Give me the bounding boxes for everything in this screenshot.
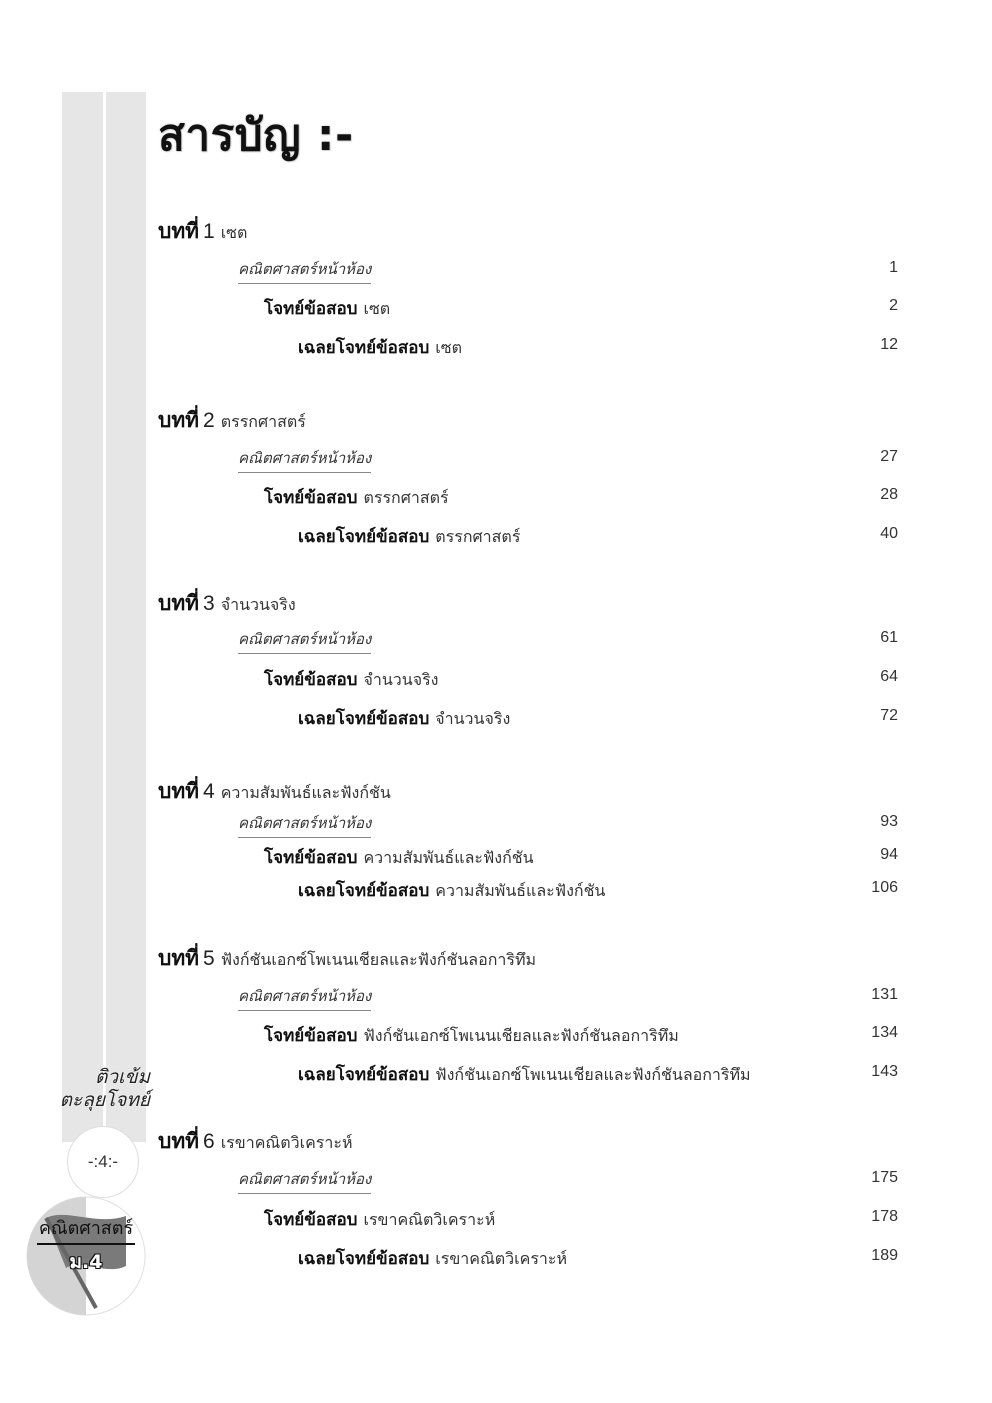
entry-label: เฉลยโจทย์ข้อสอบ (298, 881, 430, 901)
sidebar-stripe-right (106, 92, 146, 1142)
page-number: 72 (880, 707, 898, 724)
entry-topic: ฟังก์ชันเอกซ์โพเนนเชียลและฟังก์ชันลอการิทึม (435, 1065, 751, 1084)
badge-text (26, 1213, 146, 1277)
entry-topic: ความสัมพันธ์และฟังก์ชัน (363, 848, 534, 867)
entry-label: เฉลยโจทย์ข้อสอบ (298, 1065, 430, 1085)
page-number: 178 (871, 1208, 898, 1225)
entry-topic: ฟังก์ชันเอกซ์โพเนนเชียลและฟังก์ชันลอการิทึม (363, 1026, 679, 1045)
sidebar-stripe-left (62, 92, 103, 1142)
entry-label: โจทย์ข้อสอบ (264, 1210, 358, 1230)
page-number: 2 (889, 297, 898, 314)
toc-entry-classroom[interactable] (158, 811, 898, 837)
page-number: 175 (871, 1169, 898, 1186)
chapter-word: บทที่ (158, 219, 200, 243)
chapter-heading[interactable] (158, 587, 296, 620)
entry-label: คณิตศาสตร์หน้าห้อง (238, 811, 371, 838)
toc-entry-exercises[interactable] (158, 844, 898, 870)
entry-label: เฉลยโจทย์ข้อสอบ (298, 709, 430, 729)
toc-entry-exercises[interactable] (158, 1022, 898, 1048)
chapter-word: บทที่ (158, 779, 200, 803)
page-number: 28 (880, 486, 898, 503)
page-number: 143 (871, 1063, 898, 1080)
entry-topic: ความสัมพันธ์และฟังก์ชัน (435, 881, 606, 900)
chapter-heading[interactable] (158, 775, 391, 808)
toc-entry-solutions[interactable] (158, 334, 898, 360)
entry-label: คณิตศาสตร์หน้าห้อง (238, 627, 371, 654)
page-number: 40 (880, 525, 898, 542)
page-number-text: -:4:- (87, 1152, 119, 1171)
chapter-heading[interactable] (158, 404, 306, 437)
badge-grade: ม.4 (69, 1251, 103, 1273)
page-number: 93 (880, 813, 898, 830)
chapter-number: 2 (203, 409, 215, 432)
badge-subject: คณิตศาสตร์ (37, 1213, 135, 1245)
chapter-number: 6 (203, 1130, 215, 1153)
page-number: 27 (880, 448, 898, 465)
toc-entry-exercises[interactable] (158, 666, 898, 692)
entry-label: โจทย์ข้อสอบ (264, 848, 358, 868)
entry-label: คณิตศาสตร์หน้าห้อง (238, 446, 371, 473)
chapter-word: บทที่ (158, 946, 200, 970)
entry-topic: ตรรกศาสตร์ (363, 488, 449, 507)
entry-label: คณิตศาสตร์หน้าห้อง (238, 984, 371, 1011)
page-number: 106 (871, 879, 898, 896)
toc-entry-solutions[interactable] (158, 705, 898, 731)
page-title: สารบัญ :- (158, 110, 354, 161)
toc-entry-solutions[interactable] (158, 1061, 898, 1087)
toc-entry-solutions[interactable] (158, 877, 898, 903)
entry-label: โจทย์ข้อสอบ (264, 488, 358, 508)
page-number: 1 (889, 259, 898, 276)
page-number: 131 (871, 986, 898, 1003)
toc-entry-classroom[interactable] (158, 984, 898, 1010)
toc-entry-solutions[interactable] (158, 1245, 898, 1271)
chapter-heading[interactable] (158, 942, 536, 975)
toc-entry-classroom[interactable] (158, 627, 898, 653)
page-number-badge (67, 1126, 139, 1198)
toc-entry-classroom[interactable] (158, 1167, 898, 1193)
chapter-heading[interactable] (158, 1125, 353, 1158)
chapter-word: บทที่ (158, 408, 200, 432)
entry-topic: ตรรกศาสตร์ (435, 527, 521, 546)
series-title-line2: ตะลุยโจทย์ (59, 1089, 150, 1111)
entry-label: คณิตศาสตร์หน้าห้อง (238, 257, 371, 284)
entry-topic: จำนวนจริง (363, 670, 439, 689)
entry-topic: เรขาคณิตวิเคราะห์ (435, 1249, 568, 1268)
page-number: 189 (871, 1247, 898, 1264)
page-number: 94 (880, 846, 898, 863)
chapter-name: ตรรกศาสตร์ (220, 412, 306, 431)
page-number: 61 (880, 629, 898, 646)
chapter-name: จำนวนจริง (220, 595, 296, 614)
entry-topic: เซต (363, 299, 391, 318)
entry-topic: เซต (435, 338, 462, 357)
toc-entry-exercises[interactable] (158, 295, 898, 321)
toc-entry-exercises[interactable] (158, 1206, 898, 1232)
chapter-word: บทที่ (158, 1129, 200, 1153)
page-number: 12 (880, 336, 898, 353)
entry-label: คณิตศาสตร์หน้าห้อง (238, 1167, 371, 1194)
chapter-name: ความสัมพันธ์และฟังก์ชัน (220, 783, 391, 802)
page-number: 64 (880, 668, 898, 685)
entry-label: โจทย์ข้อสอบ (264, 299, 358, 319)
chapter-name: เรขาคณิตวิเคราะห์ (220, 1133, 353, 1152)
page-number: 134 (871, 1024, 898, 1041)
chapter-number: 3 (203, 592, 215, 615)
toc-entry-exercises[interactable] (158, 484, 898, 510)
chapter-name: เซต (220, 223, 248, 242)
chapter-word: บทที่ (158, 591, 200, 615)
entry-label: เฉลยโจทย์ข้อสอบ (298, 1249, 430, 1269)
entry-label: โจทย์ข้อสอบ (264, 1026, 358, 1046)
series-title (40, 1066, 150, 1112)
chapter-number: 1 (203, 220, 215, 243)
toc-entry-classroom[interactable] (158, 446, 898, 472)
entry-topic: เรขาคณิตวิเคราะห์ (363, 1210, 496, 1229)
series-title-line1: ติวเข้ม (94, 1066, 150, 1088)
entry-label: เฉลยโจทย์ข้อสอบ (298, 338, 430, 358)
entry-label: เฉลยโจทย์ข้อสอบ (298, 527, 430, 547)
toc-entry-classroom[interactable] (158, 257, 898, 283)
entry-label: โจทย์ข้อสอบ (264, 670, 358, 690)
entry-topic: จำนวนจริง (435, 709, 511, 728)
chapter-number: 4 (203, 780, 215, 803)
chapter-heading[interactable] (158, 215, 247, 248)
chapter-name: ฟังก์ชันเอกซ์โพเนนเชียลและฟังก์ชันลอการิทึม (220, 950, 537, 969)
toc-entry-solutions[interactable] (158, 523, 898, 549)
chapter-number: 5 (203, 947, 215, 970)
